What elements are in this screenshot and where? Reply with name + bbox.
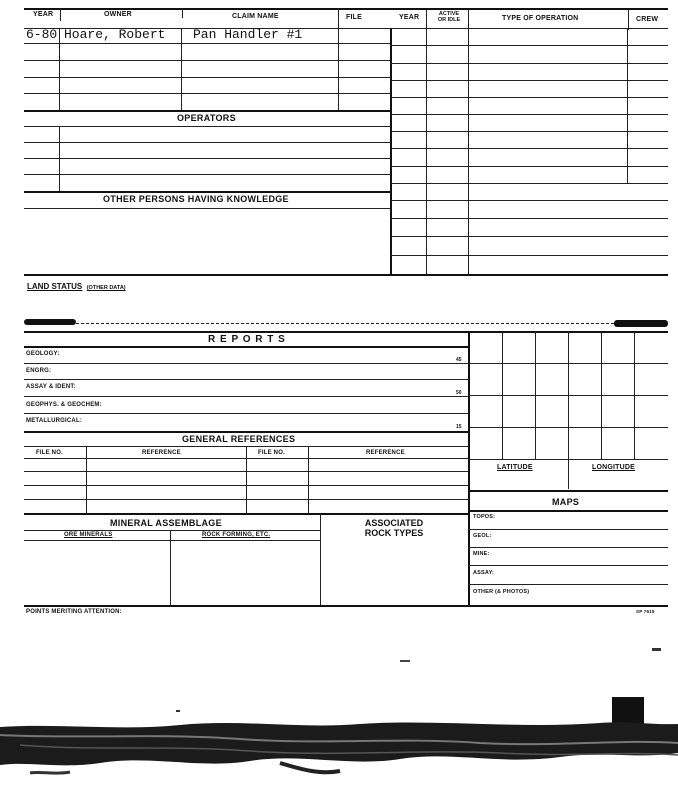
general-references-title: GENERAL REFERENCES xyxy=(182,434,296,444)
entry-claim-name: Pan Handler #1 xyxy=(193,27,303,42)
scan-artifact-dot-2 xyxy=(652,648,661,651)
ore-minerals-label: ORE MINERALS xyxy=(64,532,113,538)
maps-topos-label: TOPOS: xyxy=(473,514,496,520)
ref-col-reference-1: REFERENCE xyxy=(142,450,181,456)
header-type-of-operation: TYPE OF OPERATION xyxy=(502,15,579,22)
report-geology-num: 45 xyxy=(456,357,462,363)
associated-rock-types: ASSOCIATED ROCK TYPES xyxy=(364,518,424,538)
form-number: SP 7615 xyxy=(636,609,655,614)
reports-title: R E P O R T S xyxy=(208,334,286,345)
header-active-or-idle: ACTIVE OR IDLE xyxy=(437,11,461,23)
report-geophys-label: GEOPHYS. & GEOCHEM: xyxy=(26,402,102,408)
header-crew: CREW xyxy=(636,16,659,23)
ref-col-file-no-2: FILE NO. xyxy=(258,450,285,456)
entry-owner: Hoare, Robert xyxy=(64,27,166,42)
header-year: YEAR xyxy=(33,11,54,18)
scan-artifact-band xyxy=(0,715,678,785)
other-persons-label: OTHER PERSONS HAVING KNOWLEDGE xyxy=(103,194,289,204)
latitude-label: LATITUDE xyxy=(497,464,533,471)
scan-mark-left xyxy=(24,319,76,325)
ref-col-file-no-1: FILE NO. xyxy=(36,450,63,456)
header-claim-name: CLAIM NAME xyxy=(232,13,279,20)
maps-other-label: OTHER (& PHOTOS) xyxy=(473,589,530,595)
header-file: FILE xyxy=(346,14,362,21)
report-assay-num: 50 xyxy=(456,390,462,396)
header-owner: OWNER xyxy=(104,11,132,18)
maps-mine-label: MINE: xyxy=(473,551,490,557)
scan-artifact-dot-1 xyxy=(400,660,410,662)
report-metallurgical-label: METALLURGICAL: xyxy=(26,418,83,424)
scan-artifact-dot-3 xyxy=(176,710,180,712)
land-status-sublabel: (OTHER DATA) xyxy=(86,285,126,291)
rock-forming-label: ROCK FORMING, ETC. xyxy=(202,532,271,538)
scan-mark-right xyxy=(614,320,668,327)
mineral-assemblage-title: MINERAL ASSEMBLAGE xyxy=(110,518,222,528)
report-geology-label: GEOLOGY: xyxy=(26,351,60,357)
ref-col-reference-2: REFERENCE xyxy=(366,450,405,456)
entry-year: 6-80 xyxy=(26,27,58,42)
maps-assay-label: ASSAY: xyxy=(473,570,495,576)
longitude-label: LONGITUDE xyxy=(592,464,636,471)
land-status-label: LAND STATUS xyxy=(27,282,83,291)
points-meriting-attention-label: POINTS MERITING ATTENTION: xyxy=(26,609,122,615)
maps-title: MAPS xyxy=(552,497,580,507)
maps-geol-label: GEOL: xyxy=(473,533,492,539)
report-assay-label: ASSAY & IDENT: xyxy=(26,384,76,390)
report-metallurgical-num: 15 xyxy=(456,424,462,430)
report-engrg-label: ENGRG: xyxy=(26,368,52,374)
operators-label: OPERATORS xyxy=(177,113,236,123)
land-status xyxy=(27,276,126,294)
header-year-2: YEAR xyxy=(399,14,420,21)
